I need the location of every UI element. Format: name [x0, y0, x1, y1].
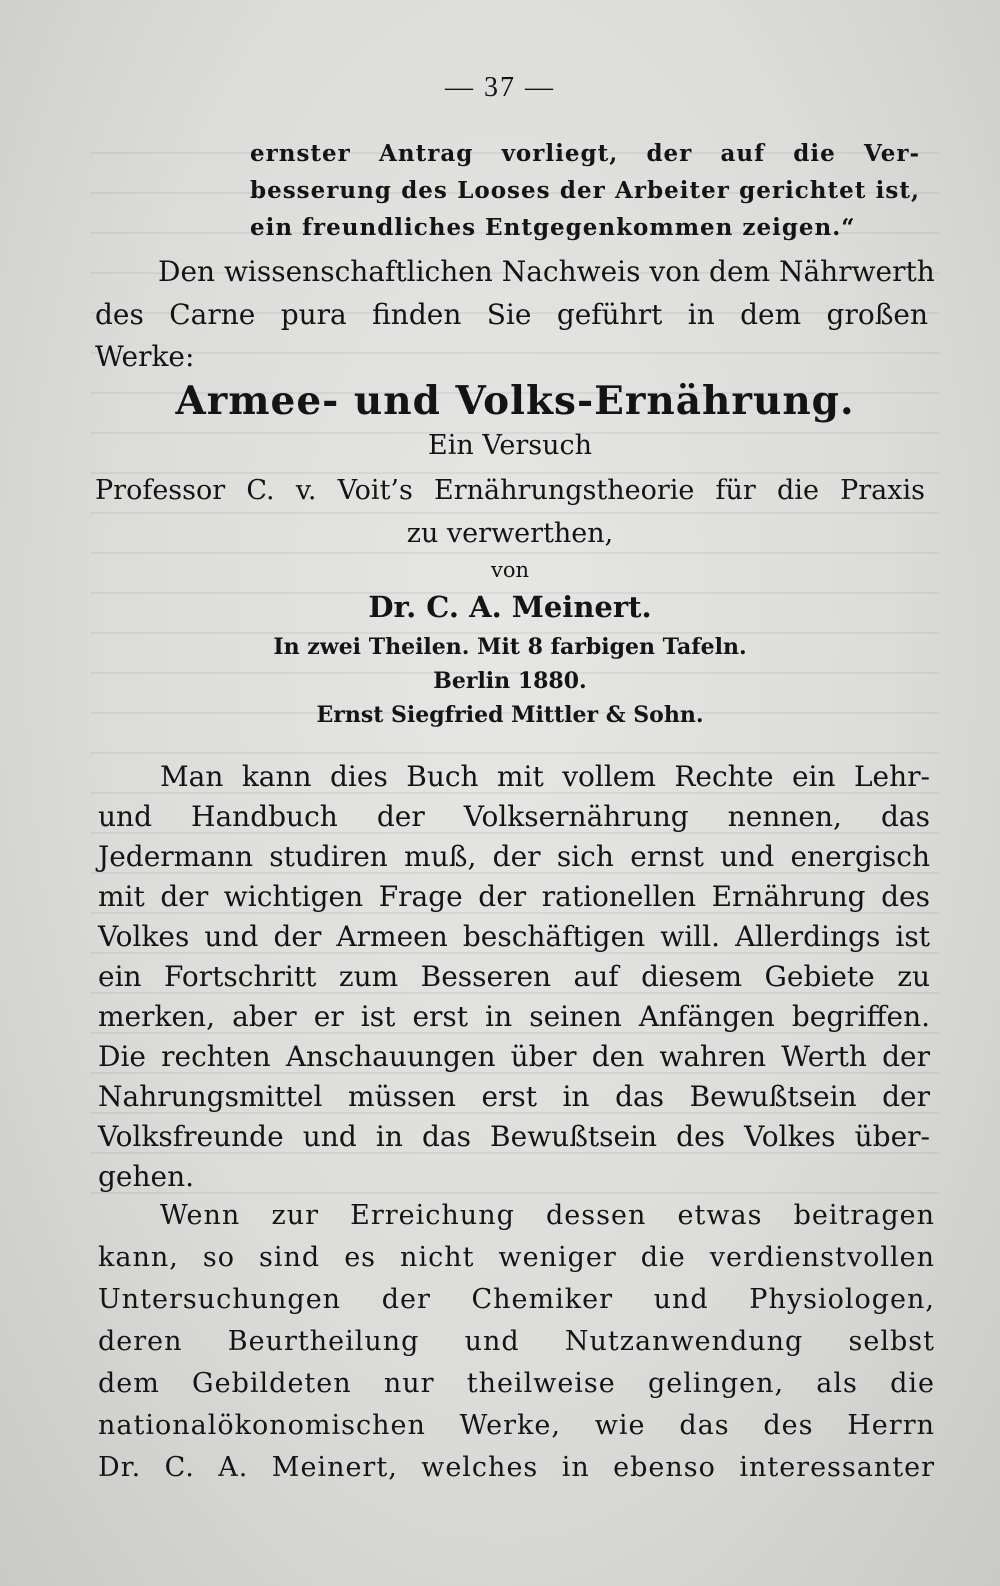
quote-line: besserung des Looses der Arbeiter gerichtet ist,	[250, 177, 920, 204]
paragraph-line: und Handbuch der Volksernährung nennen, das	[98, 800, 930, 833]
intro-line: Den wissenschaftlichen Nachweis von dem Nährwerth	[158, 255, 935, 288]
paragraph-line: Untersuchungen der Chemiker und Physiologen,	[98, 1284, 935, 1315]
paragraph-line: dem Gebildeten nur theilweise gelingen, als die	[98, 1368, 935, 1399]
paragraph-line: Die rechten Anschauungen über den wahren Werth der	[98, 1040, 930, 1073]
paragraph-line: merken, aber er ist erst in seinen Anfängen begriffen.	[98, 1000, 930, 1033]
paragraph-line: deren Beurtheilung und Nutzanwendung selbst	[98, 1326, 935, 1357]
paragraph-line: Nahrungsmittel müssen erst in das Bewußtsein der	[98, 1080, 930, 1113]
intro-line: des Carne pura finden Sie geführt in dem großen	[95, 298, 928, 331]
book-publisher: Ernst Siegfried Mittler & Sohn.	[316, 702, 704, 728]
intro-line: Werke:	[95, 340, 195, 373]
paragraph-line: gehen.	[98, 1160, 195, 1193]
book-place-year: Berlin 1880.	[433, 668, 587, 694]
paragraph-line: Volksfreunde und in das Bewußtsein des Volkes über-	[98, 1120, 930, 1153]
paragraph-line: kann, so sind es nicht weniger die verdienstvollen	[98, 1242, 935, 1273]
paragraph-line: Volkes und der Armeen beschäftigen will. Allerdings ist	[98, 920, 930, 953]
paragraph-line: ein Fortschritt zum Besseren auf diesem Gebiete zu	[98, 960, 930, 993]
book-author: Dr. C. A. Meinert.	[368, 590, 652, 624]
book-parts: In zwei Theilen. Mit 8 farbigen Tafeln.	[273, 634, 747, 660]
paragraph-line: Dr. C. A. Meinert, welches in ebenso interessanter	[98, 1452, 935, 1483]
quote-line: ernster Antrag vorliegt, der auf die Ver-	[250, 140, 920, 167]
book-title: Armee- und Volks-Ernährung.	[175, 378, 855, 424]
paragraph-line: Man kann dies Buch mit vollem Rechte ein Lehr-	[160, 760, 930, 793]
book-subtitle: zu verwerthen,	[406, 518, 614, 549]
paragraph-line: nationalökonomischen Werke, wie das des Herrn	[98, 1410, 935, 1441]
book-subtitle: Professor C. v. Voit’s Ernährungstheorie für die Praxis	[95, 475, 925, 506]
paragraph-line: Wenn zur Erreichung dessen etwas beitragen	[160, 1200, 935, 1231]
book-by: von	[490, 558, 530, 582]
paragraph-line: Jedermann studiren muß, der sich ernst und energisch	[98, 840, 930, 873]
book-subtitle: Ein Versuch	[428, 430, 592, 461]
page-number: — 37 —	[445, 72, 555, 103]
quote-line: ein freundliches Entgegenkommen zeigen.“	[250, 214, 856, 241]
paragraph-line: mit der wichtigen Frage der rationellen Ernährung des	[98, 880, 930, 913]
